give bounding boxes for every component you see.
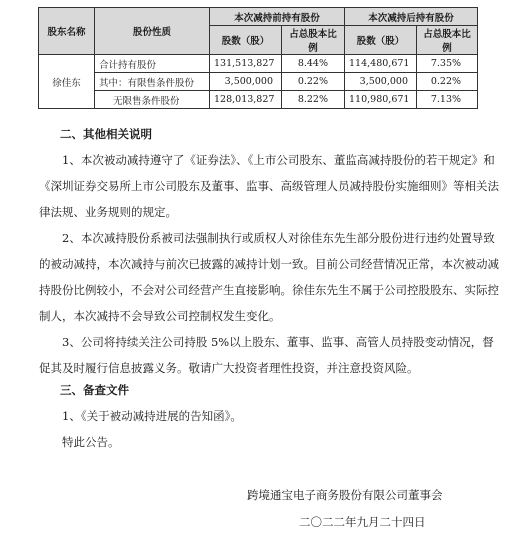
shareholding-table: [38, 7, 478, 109]
paragraph-1-line: 律法规、业务规则的规定。: [39, 205, 177, 219]
after-shares-cell: 110,980,671: [345, 91, 417, 109]
after-group-header: 本次减持后持有股份: [345, 8, 478, 26]
share-nature-cell: 其中：有限售条件股份: [95, 73, 210, 91]
holder-name-cell: 徐佳东: [39, 55, 95, 109]
share-nature-cell: 无限售条件股份: [95, 91, 210, 109]
paragraph-3-line: 促其及时履行信息披露义务。敬请广大投资者理性投资，并注意投资风险。: [39, 361, 419, 375]
before-shares-header: 股数（股）: [210, 26, 282, 55]
after-ratio-cell: 0.22%: [417, 73, 478, 91]
signature-company: 跨境通宝电子商务股份有限公司董事会: [247, 488, 443, 502]
table-row: [39, 55, 478, 73]
reference-document-item: 1、《关于被动减持进展的告知函》。: [62, 409, 242, 423]
after-shares-cell: 3,500,000: [345, 73, 417, 91]
paragraph-2-line: 持股份比例较小，不会对公司经营产生直接影响。徐佳东先生不属于公司控股股东、实际控: [39, 283, 499, 297]
after-shares-cell: 114,480,671: [345, 55, 417, 73]
before-ratio-cell: 0.22%: [282, 73, 345, 91]
table-row: [39, 73, 478, 91]
table-header-row: [39, 8, 478, 26]
before-shares-cell: 3,500,000: [210, 73, 282, 91]
after-ratio-cell: 7.35%: [417, 55, 478, 73]
before-ratio-header: 占总股本比例: [282, 26, 345, 55]
paragraph-2-line: 2、本次减持股份系被司法强制执行或质权人对徐佳东先生部分股份进行违约处置导致: [62, 231, 495, 245]
share-nature-cell: 合计持有股份: [95, 55, 210, 73]
after-ratio-cell: 7.13%: [417, 91, 478, 109]
share-nature-header: 股份性质: [95, 8, 210, 55]
paragraph-2-line: 的被动减持，本次减持与前次已披露的减持计划一致。目前公司经营情况正常，本次被动减: [39, 257, 499, 271]
paragraph-1-line: 1、本次被动减持遵守了《证券法》、《上市公司股东、董监高减持股份的若干规定》和: [62, 153, 495, 167]
signature-date: 二〇二二年九月二十四日: [299, 515, 426, 529]
after-ratio-header: 占总股本比例: [417, 26, 478, 55]
before-group-header: 本次减持前持有股份: [210, 8, 345, 26]
before-shares-cell: 128,013,827: [210, 91, 282, 109]
table-row: [39, 91, 478, 109]
holder-name-header: 股东名称: [39, 8, 95, 55]
closing-text: 特此公告。: [62, 435, 120, 449]
paragraph-1-line: 《深圳证券交易所上市公司股东及董事、监事、高级管理人员减持股份实施细则》等相关法: [39, 179, 499, 193]
section-3-heading: 三、备查文件: [60, 383, 129, 397]
paragraph-3-line: 3、公司将持续关注公司持股 5%以上股东、董事、监事、高管人员持股变动情况，督: [62, 335, 494, 349]
before-ratio-cell: 8.22%: [282, 91, 345, 109]
section-2-heading: 二、其他相关说明: [60, 127, 152, 141]
before-shares-cell: 131,513,827: [210, 55, 282, 73]
after-shares-header: 股数（股）: [345, 26, 417, 55]
paragraph-2-line: 制人，本次减持不会导致公司控制权发生变化。: [39, 309, 281, 323]
before-ratio-cell: 8.44%: [282, 55, 345, 73]
